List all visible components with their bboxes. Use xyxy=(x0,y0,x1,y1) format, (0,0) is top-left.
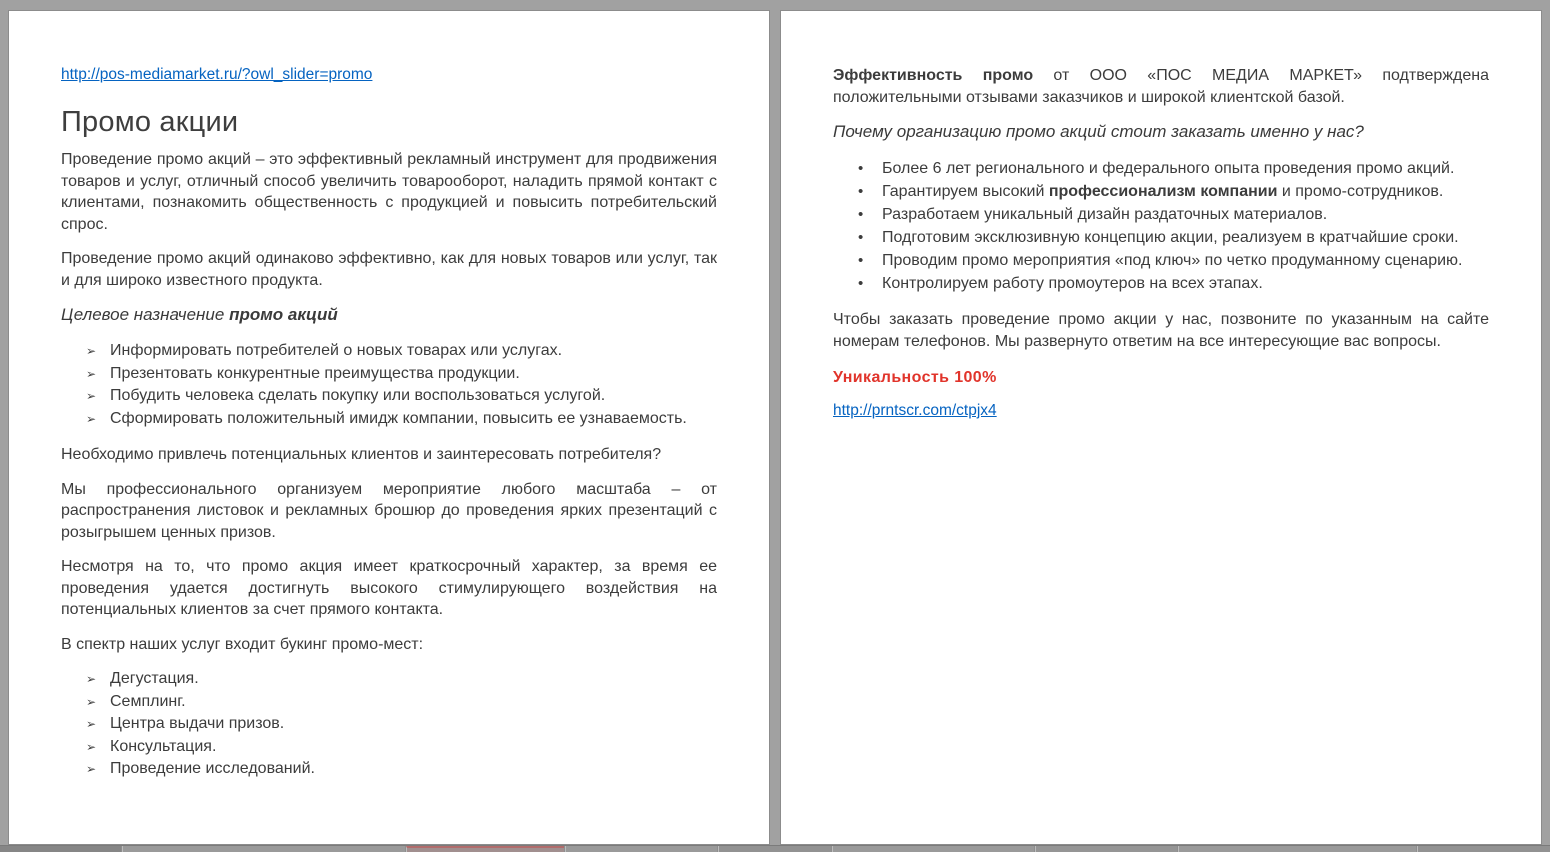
list-item xyxy=(858,157,1489,180)
arrow-bullet-icon: ➢ xyxy=(86,672,97,686)
list-item-text: Консультация. xyxy=(110,737,217,755)
list-item-text: Сформировать положительный имидж компании, повысить ее узнаваемость. xyxy=(110,409,687,427)
arrow-bullet-icon: ➢ xyxy=(86,366,97,381)
arrow-bullet-icon: ➢ xyxy=(86,762,97,776)
paragraph-order-cta: Чтобы заказать проведение промо акции у нас, позвоните по указанным на сайте номерам телефонов. Мы развернуто ответим на все интересующие вас вопросы. xyxy=(833,311,1489,350)
document-page-1 xyxy=(8,10,770,845)
list-item xyxy=(858,203,1489,226)
list-item-text: Презентовать конкурентные преимущества продукции. xyxy=(110,364,520,382)
list-item xyxy=(86,408,717,431)
list-item-text: Разработаем уникальный дизайн раздаточных материалов. xyxy=(882,206,1328,223)
list-item xyxy=(858,272,1489,295)
page-title: Промо акции xyxy=(61,106,239,138)
paragraph-effectiveness-proof xyxy=(833,65,1489,108)
paragraph-shortterm: Несмотря на то, что промо акция имеет краткосрочный характер, за время ее проведения удается достигнуть высокого стимулирующего воздействия на потенциальных клиентов за счет прямого контакта. xyxy=(61,558,717,618)
list-item xyxy=(858,249,1489,272)
list-item-text: Проводим промо мероприятия «под ключ» по четко продуманному сценарию. xyxy=(882,252,1463,269)
document-page-2 xyxy=(780,10,1542,845)
list-item xyxy=(858,180,1489,203)
disc-bullet-icon: • xyxy=(858,206,864,223)
list-item-text: Информировать потребителей о новых товарах или услугах. xyxy=(110,342,563,359)
uniqueness-label: Уникальность 100% xyxy=(833,369,997,386)
list-item-text: Побудить человека сделать покупку или воспользоваться услугой. xyxy=(110,387,606,404)
section-heading-purpose xyxy=(61,304,717,326)
taskbar-item[interactable] xyxy=(1035,846,1177,852)
paragraph-effectiveness: Проведение промо акций одинаково эффективно, как для новых товаров или услуг, так и для широко известного продукта. xyxy=(61,250,717,289)
disc-bullet-icon: • xyxy=(858,183,864,200)
services-list xyxy=(61,668,717,781)
disc-bullet-icon: • xyxy=(858,229,864,246)
arrow-bullet-icon: ➢ xyxy=(86,411,97,426)
list-item-text: Семплинг. xyxy=(110,692,186,710)
taskbar-item[interactable] xyxy=(1178,846,1416,852)
disc-bullet-icon: • xyxy=(858,252,864,269)
bold-lead-text: Эффективность промо xyxy=(833,67,1034,84)
disc-bullet-icon: • xyxy=(858,275,864,292)
list-item-text: Гарантируем высокий профессионализм компании и промо-сотрудников. xyxy=(882,183,1444,200)
list-item-text: Дегустация. xyxy=(110,670,199,687)
taskbar-item-active[interactable] xyxy=(406,846,564,852)
heading-italic-part: Целевое назначение xyxy=(61,305,230,324)
source-url-link[interactable]: http://pos-mediamarket.ru/?owl_slider=promo xyxy=(61,66,373,83)
list-item xyxy=(86,363,717,386)
taskbar-item[interactable] xyxy=(565,846,717,852)
paragraph-organize: Мы профессионального организуем мероприятие любого масштаба – от распространения листовок и рекламных брошюр до проведения ярких презентаций с розыгрышем ценных призов. xyxy=(61,480,717,541)
taskbar-item[interactable] xyxy=(122,846,405,852)
list-item xyxy=(86,340,717,363)
page-1-content xyxy=(9,11,769,781)
paragraph-services-intro: В спектр наших услуг входит букинг промо-мест: xyxy=(61,635,424,653)
paragraph-question: Необходимо привлечь потенциальных клиентов и заинтересовать потребителя? xyxy=(61,446,662,463)
list-item-text: Центра выдачи призов. xyxy=(110,715,285,732)
taskbar-item[interactable] xyxy=(832,846,1034,852)
list-item xyxy=(858,226,1489,249)
list-item xyxy=(86,691,717,714)
heading-bold-part: промо акций xyxy=(229,305,338,324)
arrow-bullet-icon: ➢ xyxy=(86,344,97,358)
list-item-text: Контролируем работу промоутеров на всех этапах. xyxy=(882,275,1263,292)
section-heading-why-us: Почему организацию промо акций стоит заказать именно у нас? xyxy=(833,122,1364,141)
list-item xyxy=(86,758,717,781)
list-item-text: Подготовим эксклюзивную концепцию акции, реализуем в кратчайшие сроки. xyxy=(882,229,1459,246)
arrow-bullet-icon: ➢ xyxy=(86,389,97,403)
list-item xyxy=(86,736,717,759)
advantages-list xyxy=(833,157,1489,295)
taskbar-item[interactable] xyxy=(718,846,831,852)
taskbar-strip xyxy=(0,845,1550,852)
list-item-text: Более 6 лет регионального и федерального опыта проведения промо акций. xyxy=(882,160,1455,177)
page-2-content xyxy=(781,11,1541,421)
list-item-text: Проведение исследований. xyxy=(110,760,315,777)
paragraph-intro: Проведение промо акций – это эффективный рекламный инструмент для продвижения товаров и услуг, отличный способ увеличить товарооборот, наладить прямой контакт с клиентами, познакомить общественность с продукцией и повысить потребительский спрос. xyxy=(61,151,717,233)
taskbar-item[interactable] xyxy=(1417,846,1550,852)
prntscr-link[interactable]: http://prntscr.com/ctpjx4 xyxy=(833,402,997,419)
arrow-bullet-icon: ➢ xyxy=(86,694,97,709)
disc-bullet-icon: • xyxy=(858,160,864,177)
paragraph-rest-text: от ООО «ПОС МЕДИА МАРКЕТ» подтверждена положительными отзывами заказчиков и широкой клиентской базой. xyxy=(833,67,1489,106)
list-item xyxy=(86,385,717,408)
arrow-bullet-icon: ➢ xyxy=(86,739,97,754)
list-item xyxy=(86,668,717,691)
purpose-list xyxy=(61,340,717,430)
arrow-bullet-icon: ➢ xyxy=(86,717,97,731)
taskbar-item[interactable] xyxy=(0,846,121,852)
list-item xyxy=(86,713,717,736)
